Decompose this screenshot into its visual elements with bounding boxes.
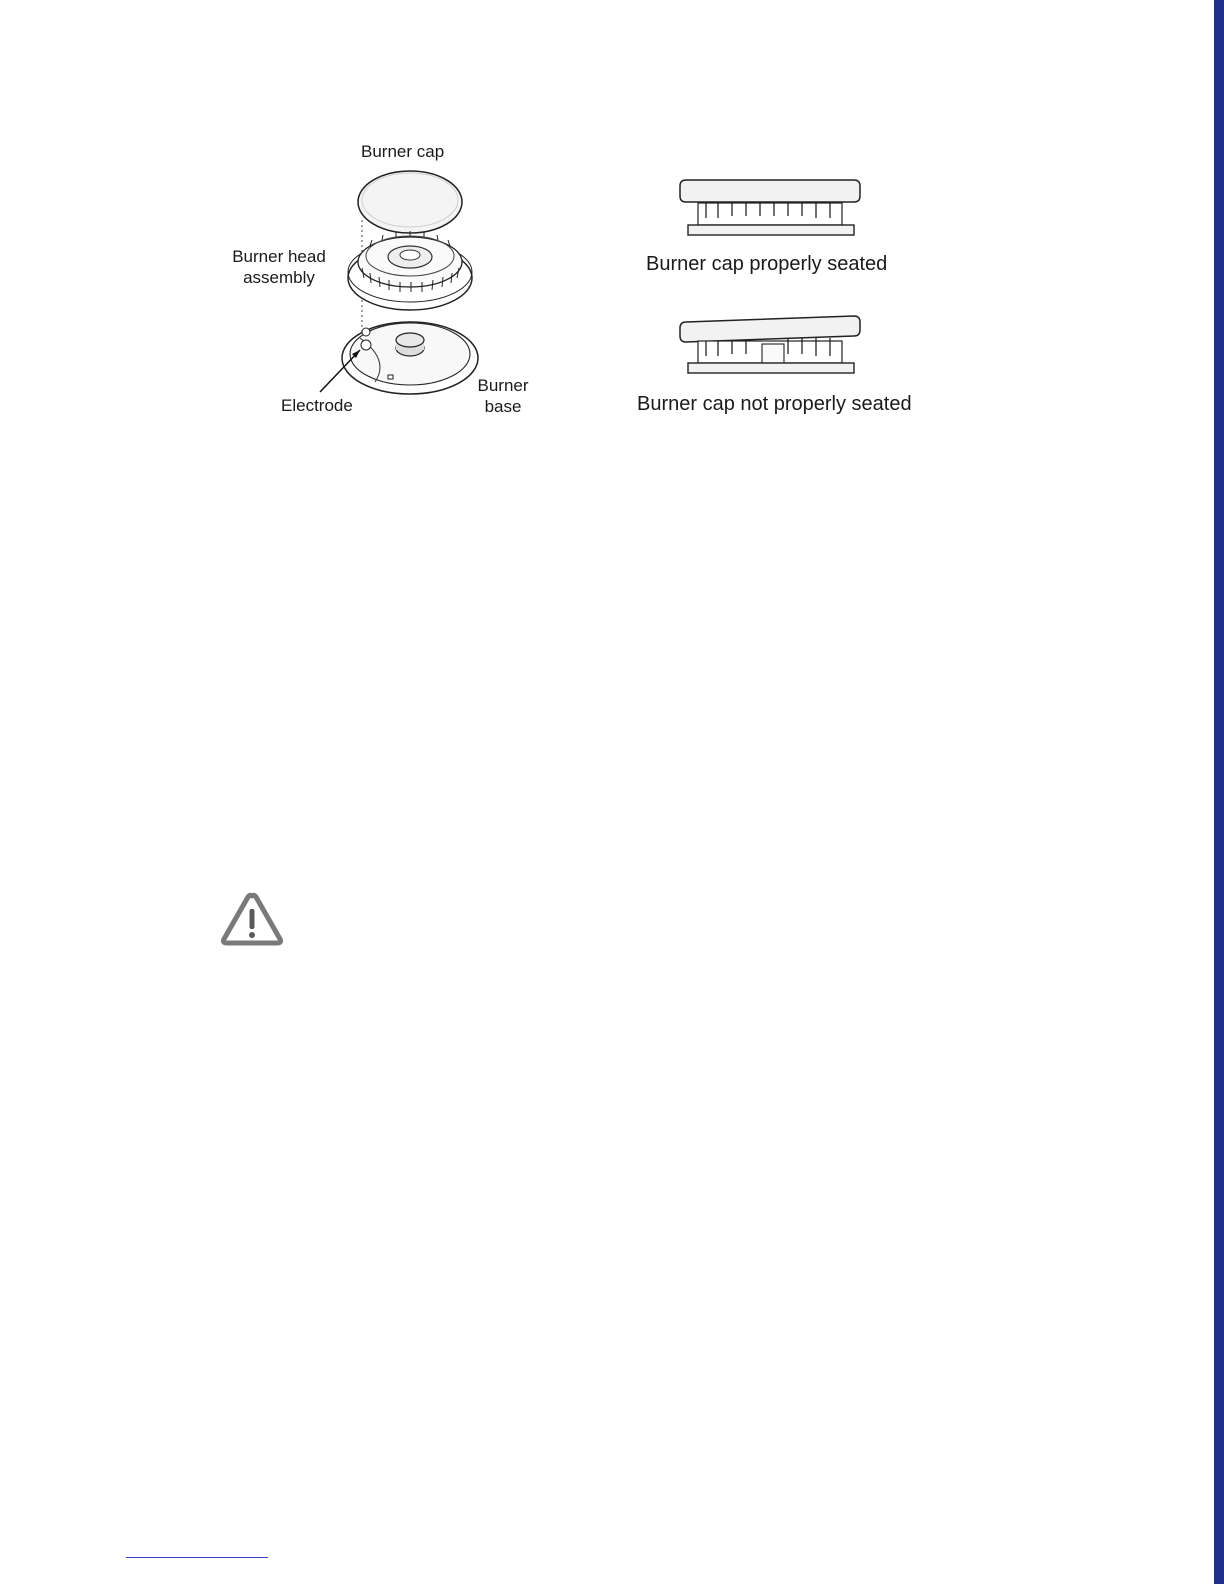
page-edge-bar: [1214, 0, 1224, 1584]
burner-base-label-line2: base: [484, 397, 522, 416]
cap-properly-seated-drawing: [680, 176, 870, 238]
burner-head-drawing: [348, 231, 472, 310]
electrode-label: Electrode: [281, 396, 353, 415]
burner-base-label-line1: Burner: [477, 376, 529, 395]
burner-head-label-line2: assembly: [243, 268, 315, 287]
cap-not-properly-seated-drawing: [680, 314, 870, 376]
burner-base-drawing: [320, 322, 478, 394]
footnote-separator: [126, 1557, 268, 1558]
warning-triangle-icon: [220, 892, 284, 948]
not-properly-seated-caption: Burner cap not properly seated: [637, 393, 912, 415]
burner-cap-label: Burner cap: [361, 142, 445, 161]
burner-cap-drawing: [358, 171, 462, 233]
burner-parts-drawing: [330, 160, 590, 430]
properly-seated-caption: Burner cap properly seated: [646, 253, 888, 275]
burner-head-label-line1: Burner head: [232, 247, 326, 266]
